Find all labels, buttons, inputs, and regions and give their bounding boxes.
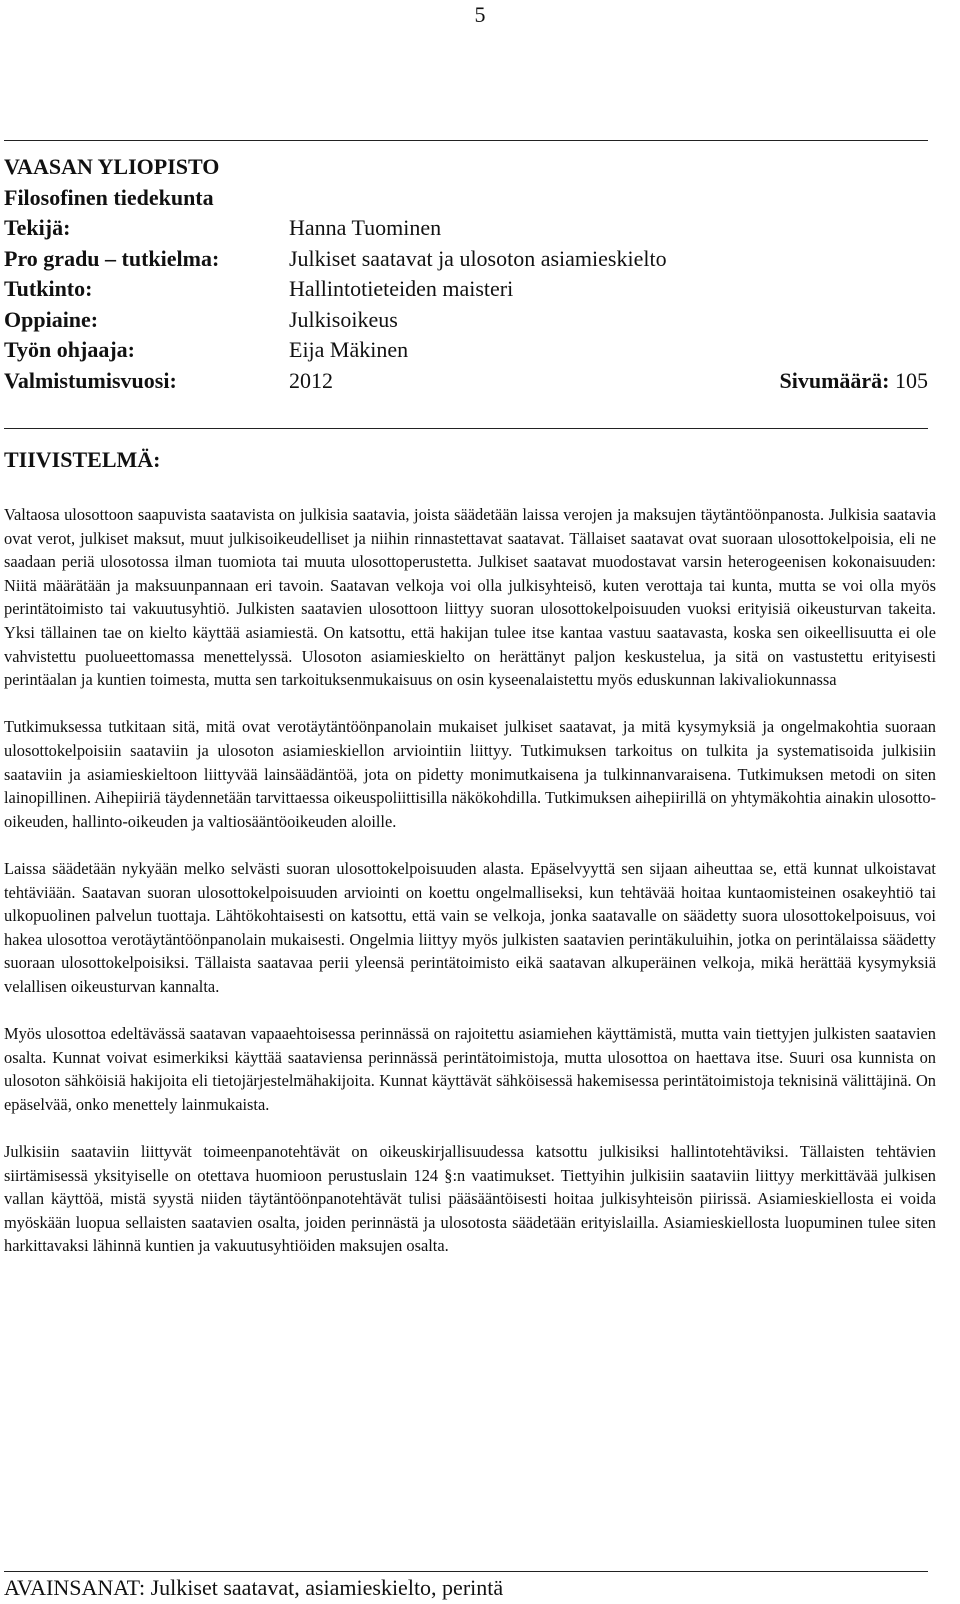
page-count xyxy=(780,366,929,397)
thesis-label: Pro gradu – tutkielma: xyxy=(4,245,220,271)
supervisor-label: Työn ohjaaja: xyxy=(4,337,135,362)
degree-label: Tutkinto: xyxy=(4,276,93,301)
author-label: Tekijä: xyxy=(4,215,71,240)
abstract-paragraph-3: Laissa säädetään nykyään melko selvästi suoran ulosottokelpoisuuden alasta. Epäselvyyttä sen sijaan aiheuttaa se, että kunnat ulkoistavat tehtäviään. Saatavan suoran ulosottokelpoisuuden arviointi on koettu ongelmalliseksi, kun tehtävää hoitaa kuntaomisteinen osakeyhtiö tai ulkopuolinen palvelun tuottaja. Lähtökohtaisesti on katsottu, että vain se velkoja, jonka saatavalle on säädetty suora ulosottokelpoisuus, voi hakea ulosottoa verotäytäntöönpanolain mukaisesti. Ongelmia liittyy myös julkisten saatavien perintäkuluihin, jotka on perintälaissa säädetty suoraan ulosottokelpoisiksi. Tällaista saatavaa perii yleensä perintätoimisto eikä saatavan alkuperäinen velkoja, mikä herättää kysymyksiä velallisen oikeusturvan kannalta. xyxy=(4,858,936,996)
page-count-value: 105 xyxy=(895,367,928,393)
page-count-label: Sivumäärä: xyxy=(779,367,890,393)
thesis-title: Julkiset saatavat ja ulosoton asiamieskielto xyxy=(289,245,667,271)
meta-row-thesis xyxy=(4,244,936,275)
faculty-name: Filosofinen tiedekunta xyxy=(4,184,214,210)
abstract-paragraph-1: Valtaosa ulosottoon saapuvista saatavista on julkisia saatavia, joista säädetään laissa verojen ja maksujen täytäntöönpanosta. Julkisia saatavia ovat verot, julkiset maksut, muut julkisoikeudelliset ja niihin rinnastettavat saatavat. Tällaiset saatavat ovat suoraan ulosottokelpoisia, eli ne saadaan periä ulosotossa ilman tuomiota tai muuta ulosottoperustetta. Julkiset saatavat muodostavat varsin heterogeenisen kokonaisuuden: Niitä määrätään ja maksuunpannaan eri tavoin. Saatavan velkoja voi olla julkisyhteisö, kuten verottaja tai kunta, mutta se voi olla myös perintätoimisto tai vakuutusyhtiö. Julkisten saatavien ulosottoon liittyy suoran ulosottokelpoisuuden vuoksi erityisiä oikeusturvan takeita. Yksi tällainen tae on kielto käyttää asiamiestä. On katsottu, että hakijan tulee itse kantaa vastuu saatavasta, koska sen oikeellisuutta ei ole vahvistettu puolueettomassa menettelyssä. Ulosoton asiamieskielto on herättänyt paljon keskustelua, ja sitä on vastustettu erityisesti perintäalan ja kuntien toimesta, mutta sen tarkoituksenmukaisuus on osin kyseenalaistettu myös eduskunnan lakivaliokunnassa xyxy=(4,505,936,690)
meta-row-subject xyxy=(4,305,936,336)
author-value: Hanna Tuominen xyxy=(289,215,442,240)
year-label: Valmistumisvuosi: xyxy=(4,367,177,393)
bottom-divider xyxy=(4,1571,928,1572)
keywords xyxy=(4,1575,503,1601)
page-number: 5 xyxy=(474,2,486,27)
abstract-heading: TIIVISTELMÄ: xyxy=(4,447,161,472)
supervisor-value: Eija Mäkinen xyxy=(289,337,409,362)
subject-label: Oppiaine: xyxy=(4,306,99,332)
abstract-body xyxy=(4,503,936,1282)
keywords-label: AVAINSANAT: xyxy=(4,1575,146,1600)
meta-row-year xyxy=(4,366,936,397)
abstract-paragraph-4: Myös ulosottoa edeltävässä saatavan vapaaehtoisessa perinnässä on rajoitettu asiamiehen käyttämistä, mutta vain tiettyjen julkisten saatavien osalta. Kunnat voivat esimerkiksi käyttää saataviensa perinnässä perintätoimistoja, mutta ulosottoa on haettava itse. Suuri osa kunnista on ulosoton sähköisiä hakijoita eli tietojärjestelmähakijoita. Kunnat käyttävät sähköisessä hakemisessa perintätoimistoja teknisinä välittäjinä. On epäselvää, onko menettely lainmukaista. xyxy=(4,1024,936,1114)
meta-row-degree xyxy=(4,274,936,305)
degree-value: Hallintotieteiden maisteri xyxy=(289,276,514,301)
header-divider xyxy=(4,428,928,429)
subject-value: Julkisoikeus xyxy=(289,306,398,332)
meta-row-supervisor xyxy=(4,335,936,366)
abstract-paragraph-2: Tutkimuksessa tutkitaan sitä, mitä ovat verotäytäntöönpanolain mukaiset julkiset saatavat, ja mitä kysymyksiä ja ongelmakohtia suoraan ulosottokelpoisiin saataviin ja ulosoton asiamieskiellon arviointiin liittyy. Tutkimuksen tarkoitus on tulkita ja systematisoida julkisiin saataviin ja asiamieskieltoon liittyvää lainsäädäntöä, jota on pidetty monimutkaisena ja tulkinnanvaraisena. Tutkimuksen metodi on siten lainopillinen. Aihepiiriä täydennetään tarvittaessa oikeuspoliittisilla näkökohdilla. Tutkimuksen aihepiirillä on yhtymäkohtia ainakin ulosotto-oikeuden, hallinto-oikeuden ja valtiosääntöoikeuden aloille. xyxy=(4,717,936,831)
thesis-header xyxy=(4,152,936,396)
year-value: 2012 xyxy=(289,367,333,393)
keywords-value: Julkiset saatavat, asiamieskielto, perintä xyxy=(150,1575,504,1600)
meta-row-author xyxy=(4,213,936,244)
abstract-paragraph-5: Julkisiin saataviin liittyvät toimeenpanotehtävät on oikeuskirjallisuudessa katsottu julkisiksi hallintotehtäviksi. Tällaisten tehtävien siirtämisessä yksityiselle on otettava huomioon perustuslain 124 §:n vaatimukset. Tiettyihin julkisiin saataviin liittyy merkittävää julkisen vallan käyttöä, mistä syystä niiden täytäntöönpanotehtävät tulisi pääsääntöisesti hoitaa julkisyhteisön piirissä. Asiamieskiellosta ei voida myöskään luopua sellaisten saatavien osalta, joiden perinnästä ja ulosotosta säädetään erityislailla. Asiamieskiellosta luopuminen tulee siten harkittavaksi lähinnä kuntien ja vakuutusyhtiöiden maksujen osalta. xyxy=(4,1142,936,1256)
university-name: VAASAN YLIOPISTO xyxy=(4,154,220,179)
top-divider xyxy=(4,140,928,141)
